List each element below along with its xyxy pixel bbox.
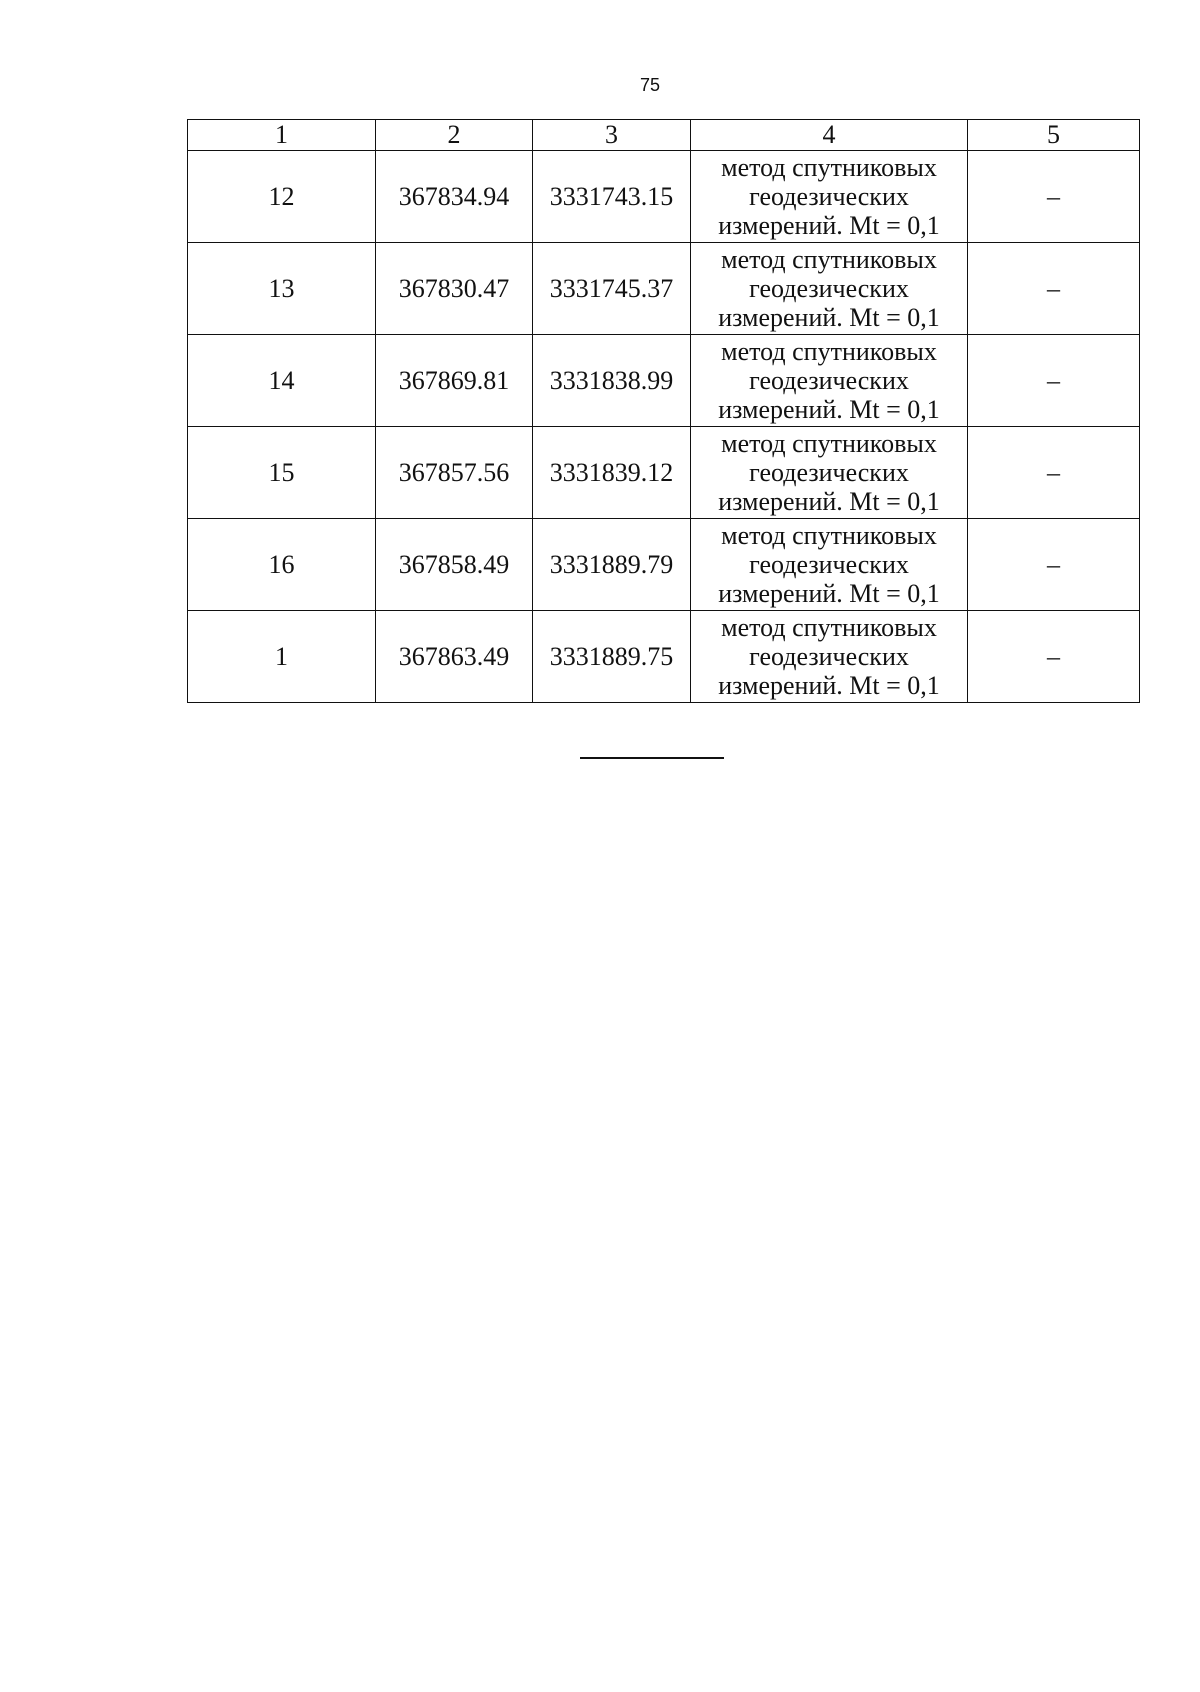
method-text: метод спутниковых геодезических измерений. Mt = 0,1	[718, 245, 940, 332]
y-coordinate-cell: 3331889.75	[533, 611, 691, 703]
note-cell: –	[968, 427, 1140, 519]
method-text: метод спутниковых геодезических измерений. Mt = 0,1	[718, 153, 940, 240]
point-number-cell: 1	[188, 611, 376, 703]
x-coordinate-cell: 367830.47	[376, 243, 533, 335]
header-cell: 2	[376, 120, 533, 151]
header-cell: 5	[968, 120, 1140, 151]
method-cell	[691, 151, 968, 243]
coordinates-table	[187, 119, 1140, 703]
header-cell: 3	[533, 120, 691, 151]
method-cell	[691, 519, 968, 611]
method-cell	[691, 243, 968, 335]
point-number-cell: 15	[188, 427, 376, 519]
table-row	[188, 151, 1140, 243]
y-coordinate-cell: 3331839.12	[533, 427, 691, 519]
method-cell	[691, 335, 968, 427]
y-coordinate-cell: 3331838.99	[533, 335, 691, 427]
x-coordinate-cell: 367869.81	[376, 335, 533, 427]
method-text: метод спутниковых геодезических измерений. Mt = 0,1	[718, 521, 940, 608]
point-number-cell: 13	[188, 243, 376, 335]
x-coordinate-cell: 367857.56	[376, 427, 533, 519]
y-coordinate-cell: 3331745.37	[533, 243, 691, 335]
point-number-cell: 14	[188, 335, 376, 427]
note-cell: –	[968, 519, 1140, 611]
end-of-document-rule	[580, 757, 724, 759]
y-coordinate-cell: 3331743.15	[533, 151, 691, 243]
note-cell: –	[968, 611, 1140, 703]
x-coordinate-cell: 367858.49	[376, 519, 533, 611]
table-row	[188, 243, 1140, 335]
method-text: метод спутниковых геодезических измерений. Mt = 0,1	[718, 337, 940, 424]
table-row	[188, 427, 1140, 519]
method-cell	[691, 427, 968, 519]
method-text: метод спутниковых геодезических измерений. Mt = 0,1	[718, 429, 940, 516]
table-header-row	[188, 120, 1140, 151]
table-row	[188, 335, 1140, 427]
y-coordinate-cell: 3331889.79	[533, 519, 691, 611]
page-number: 75	[639, 75, 661, 95]
header-cell: 4	[691, 120, 968, 151]
note-cell: –	[968, 335, 1140, 427]
header-cell: 1	[188, 120, 376, 151]
note-cell: –	[968, 151, 1140, 243]
x-coordinate-cell: 367863.49	[376, 611, 533, 703]
point-number-cell: 12	[188, 151, 376, 243]
table-row	[188, 611, 1140, 703]
method-cell	[691, 611, 968, 703]
table-row	[188, 519, 1140, 611]
point-number-cell: 16	[188, 519, 376, 611]
x-coordinate-cell: 367834.94	[376, 151, 533, 243]
note-cell: –	[968, 243, 1140, 335]
method-text: метод спутниковых геодезических измерений. Mt = 0,1	[718, 613, 940, 700]
